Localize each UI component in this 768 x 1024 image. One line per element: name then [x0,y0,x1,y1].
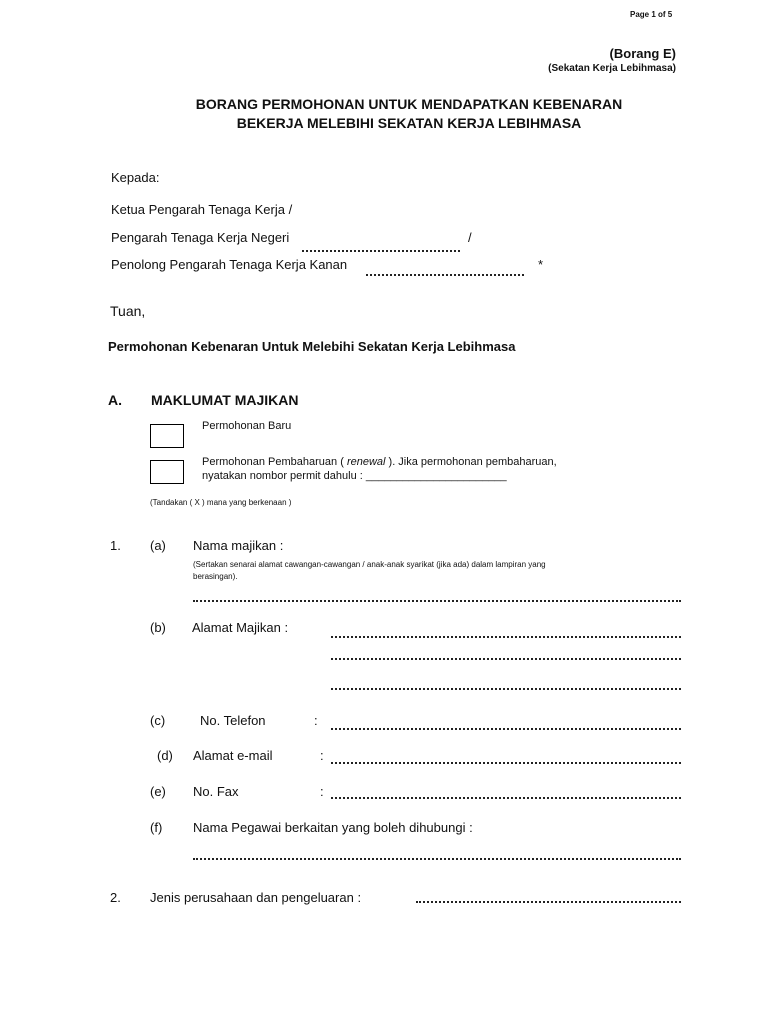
renewal-application-checkbox[interactable] [150,460,184,484]
section-a-heading: MAKLUMAT MAJIKAN [151,392,299,408]
item2-number: 2. [110,890,121,905]
item1e-label: (e) [150,784,166,799]
fax-colon: : [320,784,324,799]
new-application-label: Permohonan Baru [202,420,292,432]
employer-address-field-1[interactable] [331,636,681,638]
item1d-label: (d) [157,748,173,763]
fax-field[interactable] [331,797,681,799]
page-number: Page 1 of 5 [630,10,673,19]
telephone-field[interactable] [331,728,681,730]
form-title-line1: BORANG PERMOHONAN UNTUK MENDAPATKAN KEBENARAN [195,96,623,112]
employer-name-note-line1: (Sertakan senarai alamat cawangan-cawangan / anak-anak syarikat (jika ada) dalam lampiran yang [193,560,546,569]
email-label: Alamat e-mail [193,748,273,763]
instruction-note: (Tandakan ( X ) mana yang berkenaan ) [150,498,292,507]
email-field[interactable] [331,762,681,764]
item1-number: 1. [110,538,121,553]
addressee-line2-suffix: / [468,230,472,245]
contact-officer-field[interactable] [193,858,681,860]
form-title-line2: BEKERJA MELEBIHI SEKATAN KERJA LEBIHMASA [236,115,582,131]
state-director-field[interactable] [302,250,460,252]
employer-name-note-line2: berasingan). [193,572,238,581]
renewal-permit-number-line[interactable]: nyatakan nombor permit dahulu : _______________________ [202,470,507,482]
addressee-line3: Penolong Pengarah Tenaga Kerja Kanan [111,257,348,272]
renewal-suffix: ). Jika permohonan pembaharuan, [385,456,557,468]
item1a-label: (a) [150,538,166,553]
addressee-line3-suffix: * [538,257,544,272]
business-type-field[interactable] [416,901,681,903]
section-a-letter: A. [108,392,122,408]
employer-address-field-3[interactable] [331,688,681,690]
renewal-prefix: Permohonan Pembaharuan ( [202,456,347,468]
business-type-label: Jenis perusahaan dan pengeluaran : [150,890,362,905]
telephone-label: No. Telefon [200,713,266,728]
addressee-line1: Ketua Pengarah Tenaga Kerja / [111,202,293,217]
form-subtitle: (Sekatan Kerja Lebihmasa) [548,63,676,74]
form-code: (Borang E) [609,46,676,61]
item1f-label: (f) [150,820,163,835]
fax-label: No. Fax [193,784,239,799]
to-label: Kepada: [111,170,160,185]
salutation: Tuan, [110,303,146,319]
employer-name-label: Nama majikan : [193,538,284,553]
addressee-line2: Pengarah Tenaga Kerja Negeri [111,230,290,245]
email-colon: : [320,748,324,763]
employer-address-label: Alamat Majikan : [192,620,289,635]
employer-name-field[interactable] [193,600,681,602]
renewal-application-label [202,456,557,468]
senior-assistant-field[interactable] [366,274,524,276]
subject-line: Permohonan Kebenaran Untuk Melebihi Sekatan Kerja Lebihmasa [108,339,516,354]
item1b-label: (b) [150,620,166,635]
new-application-checkbox[interactable] [150,424,184,448]
contact-officer-label: Nama Pegawai berkaitan yang boleh dihubungi : [193,820,473,835]
telephone-colon: : [314,713,318,728]
item1c-label: (c) [150,713,166,728]
renewal-italic: renewal [346,456,386,468]
employer-address-field-2[interactable] [331,658,681,660]
